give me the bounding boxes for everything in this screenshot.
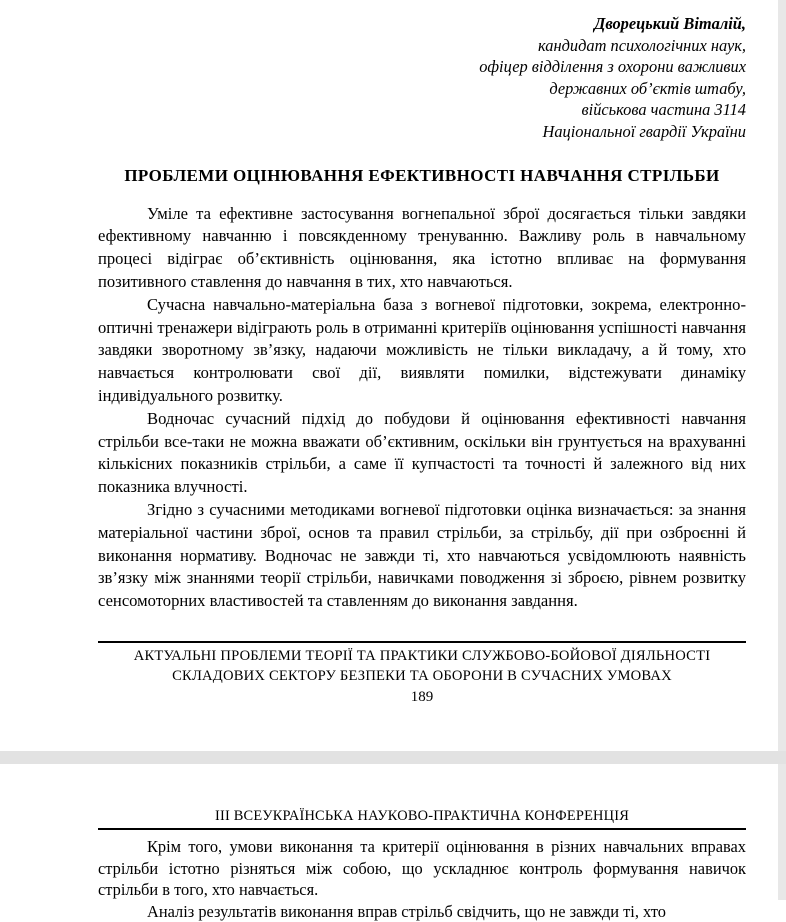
page-1-footer — [98, 641, 746, 706]
author-position-line-2: державних об’єктів штабу, — [98, 78, 746, 100]
paragraph-4: Згідно з сучасними методиками вогневої підготовки оцінка визначається: за знання матеріальної частини зброї, основ та правил стрільби, за стрільбу, дії при озброєнні й виконання нормативу. Водночас не завжди ті, хто навчаються усвідомлюють наявність зв’язку між знаннями теорії стрільби, навичками поводження зі зброєю, рівнем розвитку сенсомоторних властивостей та ставленням до виконання завдання. — [98, 499, 746, 613]
paragraph-3: Водночас сучасний підхід до побудови й оцінювання ефективності навчання стрільби все-таки не можна вважати об’єктивним, оскільки він грунтується на врахуванні кількісних показників стрільби, а саме її купчастості та точності й залежного від них показника влучності. — [98, 408, 746, 499]
running-head: ІІІ ВСЕУКРАЇНСЬКА НАУКОВО-ПРАКТИЧНА КОНФЕРЕНЦІЯ — [98, 764, 746, 824]
inter-page-gap — [0, 751, 786, 764]
author-degree: кандидат психологічних наук, — [98, 35, 746, 57]
document-page-2 — [0, 764, 778, 900]
footer-divider-line — [98, 641, 746, 643]
paragraph-2: Сучасна навчально-матеріальна база з вогневої підготовки, зокрема, електронно-оптичні тренажери відіграють роль в отриманні критеріїв оцінювання успішності навчання завдяки зворотному зв’язку, надаючи можливість не тільки викладачу, а й тому, хто навчається контролювати свої дії, виявляти помилки, відстежувати динаміку індивідуального розвитку. — [98, 294, 746, 408]
footer-conference-title-line-1: АКТУАЛЬНІ ПРОБЛЕМИ ТЕОРІЇ ТА ПРАКТИКИ СЛУЖБОВО-БОЙОВОЇ ДІЯЛЬНОСТІ — [98, 647, 746, 667]
page-2-content — [98, 764, 746, 922]
paragraph-1: Уміле та ефективне застосування вогнепальної зброї досягається тільки завдяки ефективному навчанню і повсякденному тренуванню. Важливу роль в навчальному процесі відіграє об’єктивність оцінювання, яка істотно впливає на формування позитивного ставлення до навчання в тих, хто навчаються. — [98, 203, 746, 294]
article-title: ПРОБЛЕМИ ОЦІНЮВАННЯ ЕФЕКТИВНОСТІ НАВЧАННЯ СТРІЛЬБИ — [98, 164, 746, 187]
author-name: Дворецький Віталій, — [98, 13, 746, 35]
author-unit: військова частина 3114 — [98, 99, 746, 121]
author-block — [98, 0, 746, 143]
viewer-right-gutter — [778, 0, 786, 900]
page-1-content — [98, 0, 746, 613]
clipped-next-paragraph: Аналіз результатів виконання вправ стрільб свідчить, що не завжди ті, хто — [98, 901, 746, 922]
author-position-line-1: офіцер відділення з охорони важливих — [98, 56, 746, 78]
author-organization: Національної гвардії України — [98, 121, 746, 143]
page-number: 189 — [98, 689, 746, 706]
footer-conference-title-line-2: СКЛАДОВИХ СЕКТОРУ БЕЗПЕКИ ТА ОБОРОНИ В СУЧАСНИХ УМОВАХ — [98, 667, 746, 687]
running-head-divider-line — [98, 828, 746, 830]
paragraph-5: Крім того, умови виконання та критерії оцінювання в різних навчальних вправах стрільби істотно різняться між собою, що ускладнює контроль формування навичок стрільби в того, хто навчається. — [98, 836, 746, 901]
